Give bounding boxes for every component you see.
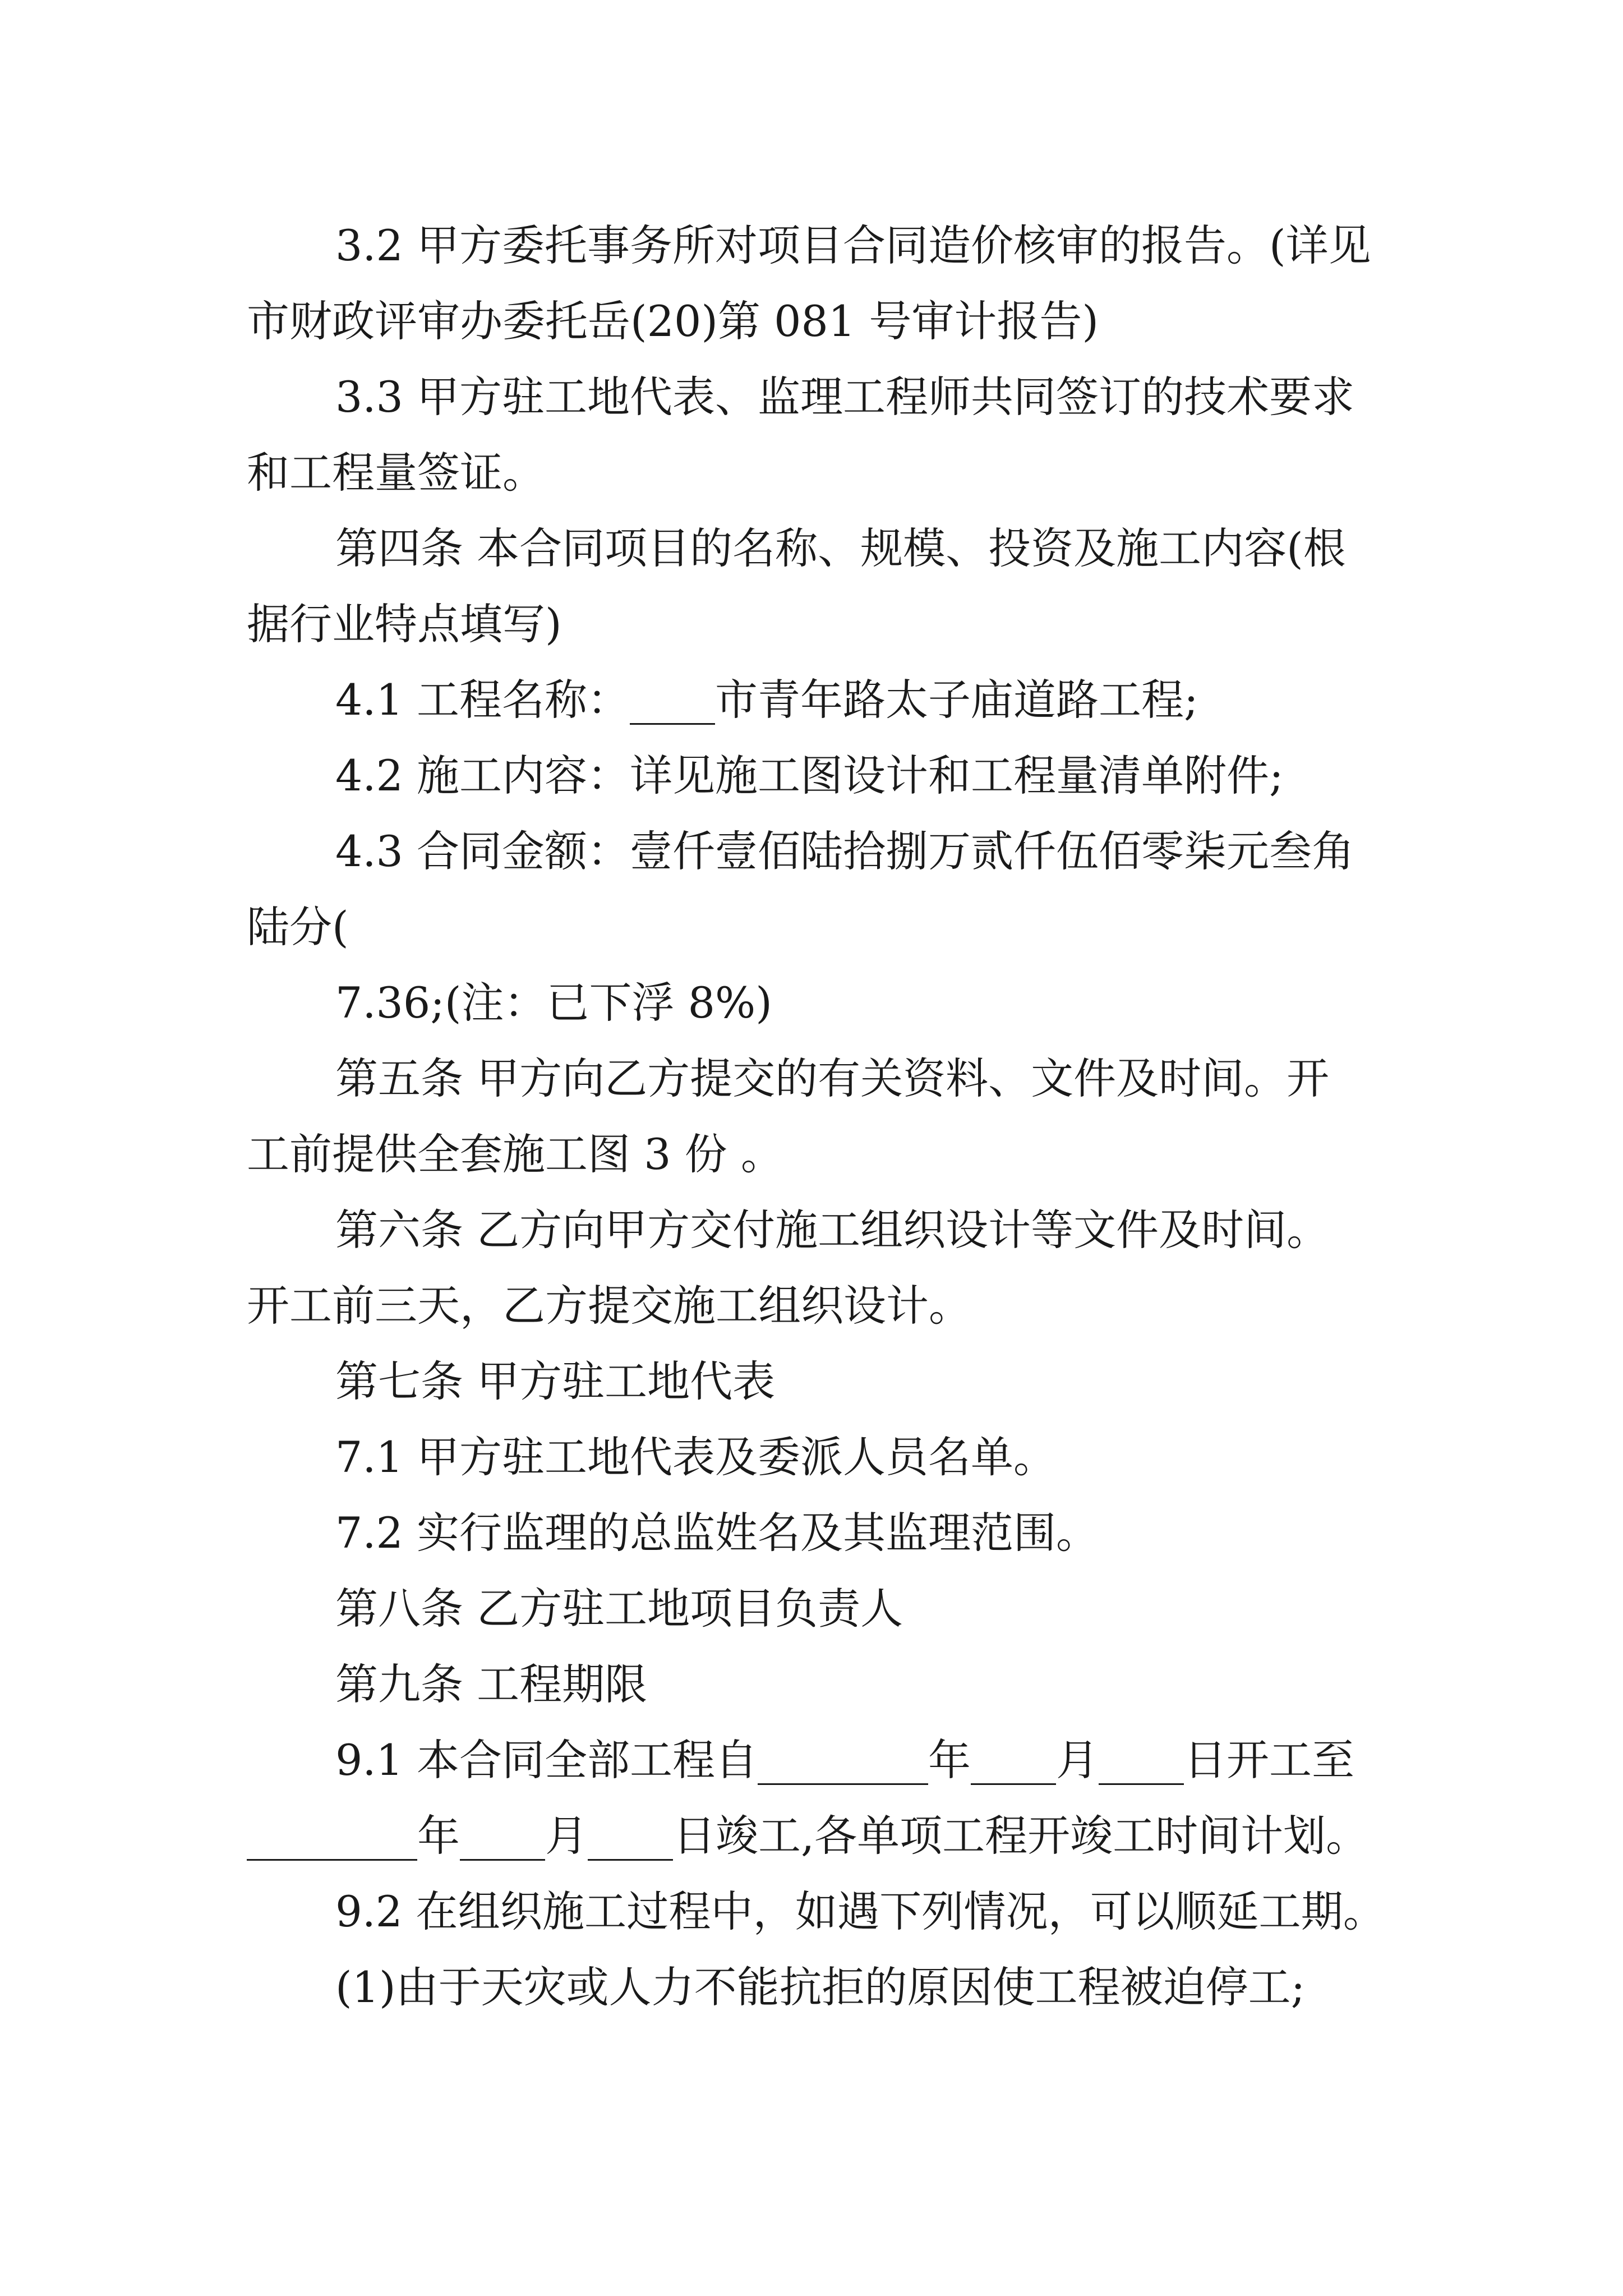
text-line-clause-9-2: 9.2 在组织施工过程中，如遇下列情况，可以顺延工期。 [335, 1887, 1386, 1936]
text-line-article-8: 第八条 乙方驻工地项目负责人 [335, 1584, 903, 1634]
text-line-article-5-cont: 工前提供全套施工图 3 份 。 [247, 1129, 783, 1179]
text-line-article-9: 第九条 工程期限 [335, 1659, 648, 1709]
text-line-article-6-cont: 开工前三天，乙方提交施工组织设计。 [247, 1281, 971, 1331]
text-line-article-4: 第四条 本合同项目的名称、规模、投资及施工内容(根 [335, 523, 1346, 573]
text-line-clause-4-3: 4.3 合同金额：壹仟壹佰陆拾捌万贰仟伍佰零柒元叁角 [335, 826, 1355, 876]
text-line-clause-9-1: 9.1 本合同全部工程自________年____月____日开工至 [335, 1735, 1355, 1785]
text-line-article-5: 第五条 甲方向乙方提交的有关资料、文件及时间。开 [335, 1053, 1330, 1103]
text-line-clause-9-2-item-1: (1)由于天灾或人力不能抗拒的原因使工程被迫停工; [335, 1962, 1306, 2012]
text-line-clause-3-2: 3.2 甲方委托事务所对项目合同造价核审的报告。(详见 [335, 220, 1371, 270]
text-line-clause-4-1: 4.1 工程名称：____市青年路太子庙道路工程; [335, 675, 1198, 725]
text-line-clause-4-2: 4.2 施工内容：详见施工图设计和工程量清单附件; [335, 751, 1284, 800]
text-line-clause-7-1: 7.1 甲方驻工地代表及委派人员名单。 [335, 1432, 1057, 1482]
text-line-clause-3-3-cont: 和工程量签证。 [247, 448, 545, 498]
text-line-article-6: 第六条 乙方向甲方交付施工组织设计等文件及时间。 [335, 1205, 1330, 1255]
text-line-article-7: 第七条 甲方驻工地代表 [335, 1356, 776, 1406]
text-line-article-4-cont: 据行业特点填写) [247, 599, 562, 649]
text-line-clause-7-2: 7.2 实行监理的总监姓名及其监理范围。 [335, 1508, 1099, 1558]
text-line-clause-9-1-cont: ________年____月____日竣工,各单项工程开竣工时间计划。 [247, 1811, 1369, 1861]
text-line-clause-4-3-cont: 陆分( [247, 902, 349, 952]
text-line-clause-3-2-cont: 市财政评审办委托岳(20)第 081 号审计报告) [247, 296, 1099, 346]
text-line-amount-note: 7.36;(注：已下浮 8%) [335, 978, 772, 1028]
text-line-clause-3-3: 3.3 甲方驻工地代表、监理工程师共同签订的技术要求 [335, 372, 1355, 422]
